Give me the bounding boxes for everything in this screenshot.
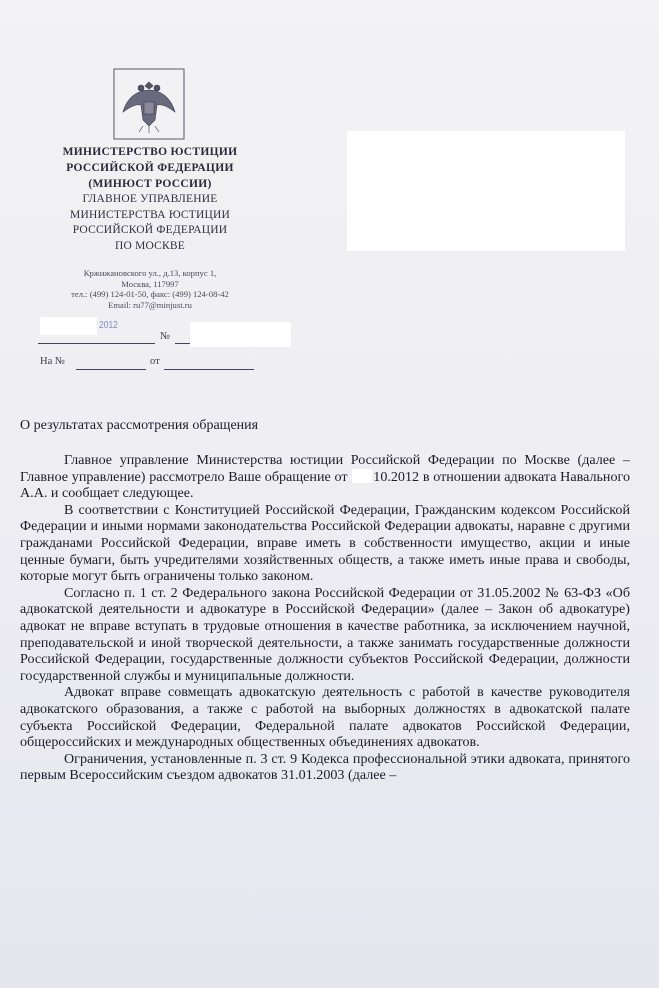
from-underline [164, 369, 254, 370]
number-label: № [160, 331, 171, 342]
department-line: РОССИЙСКОЙ ФЕДЕРАЦИИ [72, 224, 228, 236]
address-line: Москва, 117997 [121, 278, 179, 289]
ministry-address [30, 268, 270, 310]
address-line: тел.: (499) 124-01-50, факс: (499) 124-08-42 [71, 289, 229, 299]
redacted-recipient [347, 131, 625, 251]
coat-of-arms-icon [113, 68, 185, 140]
body-paragraph: Адвокат вправе совмещать адвокатскую деятельность с работой в качестве руководителя адвокатского образования, а также с работой на выборных должностях в адвокатской палате субъекта Российской Федерации, Федеральной палате адвокатов Российской Федерации, общероссийских и международных общественных объединениях адвокатов. [20, 684, 630, 751]
ref-underline [76, 369, 146, 370]
paragraph-text: 10.2012 в отношении адвоката Навального А.А. и сообщает следующее. [20, 468, 630, 502]
department-line: ПО МОСКВЕ [115, 239, 185, 252]
from-label: от [150, 356, 160, 367]
date-underline [38, 343, 155, 344]
body-paragraph: Согласно п. 1 ст. 2 Федерального закона Российской Федерации от 31.05.2002 № 63-ФЗ «Об адвокатской деятельности и адвокатуре в Российской Федерации» (далее – Закон об адвокатуре) адвокат не вправе вступать в трудовые отношения в качестве работника, за исключением научной, преподавательской и иной творческой деятельности, а также занимать государственные должности Российской Федерации, государственные должности субъектов Российской Федерации, должности государственной службы и муниципальные должности. [20, 584, 630, 684]
ref-label: На № [40, 356, 65, 367]
letter-subject: О результатах рассмотрения обращения [20, 418, 259, 433]
paragraph-text: Главное управление Министерства юстиции Российской Федерации по Москве (далее – Главное управление) рассмотрело Ваше обращение от [20, 452, 630, 485]
department-line: ГЛАВНОЕ УПРАВЛЕНИЕ [82, 193, 218, 205]
department-line: МИНИСТЕРСТВА ЮСТИЦИИ [70, 208, 230, 221]
ministry-line: (МИНЮСТ РОССИИ) [88, 178, 212, 190]
redacted-number [190, 322, 291, 347]
redacted-day [352, 469, 372, 483]
body-paragraph: Ограничения, установленные п. 3 ст. 9 Кодекса профессиональной этики адвоката, принятого первым Всероссийским съездом адвокатов 31.01.2003 (далее – [20, 750, 630, 784]
body-paragraph: В соответствии с Конституцией Российской Федерации, Гражданским кодексом Российской Федерации и иными нормами законодательства Российской Федерации адвокаты, наравне с другими гражданами Российской Федерации, вправе иметь в собственности имущество, акции и иные ценные бумаги, быть учредителями хозяйственных обществ, а также иметь иные права и свободы, которые могут быть ограничены только законом. [20, 501, 630, 585]
date-stamp: 2012 [99, 320, 118, 331]
body-paragraph [20, 452, 630, 502]
letter-body [20, 452, 630, 784]
ministry-line: МИНИСТЕРСТВО ЮСТИЦИИ [62, 146, 238, 158]
address-line: Кржижановского ул., д.13, корпус 1, [83, 268, 217, 278]
ministry-line: РОССИЙСКОЙ ФЕДЕРАЦИИ [66, 162, 234, 174]
redacted-date [40, 317, 97, 335]
ministry-header [30, 144, 270, 254]
address-line: Email: ru77@minjust.ru [108, 299, 192, 310]
